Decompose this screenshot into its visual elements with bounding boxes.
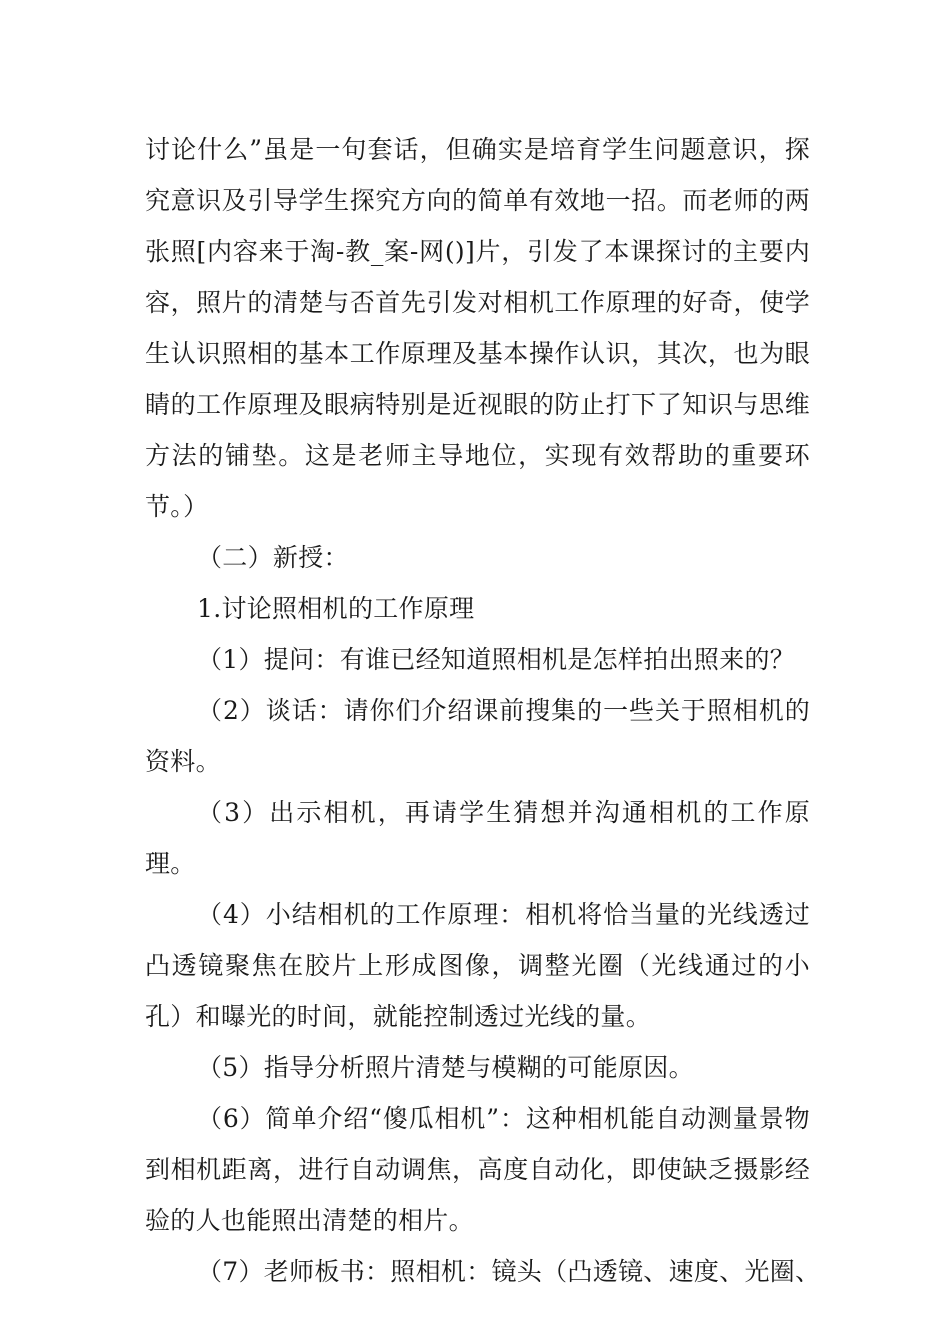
step-7-blackboard: （7）老师板书：照相机：镜头（凸透镜、速度、光圈、	[197, 1257, 821, 1286]
step-2-discussion: （2）谈话：请你们介绍课前搜集的一些关于照相机的资料。	[145, 696, 810, 776]
paragraph-intro-continuation: 讨论什么”虽是一句套话，但确实是培育学生问题意识，探究意识及引导学生探究方向的简单有效地一招。而老师的两张照[内容来于淘-教_案-网()]片，引发了本课探讨的主要内容，照片的清楚与否首先引发对相机工作原理的好奇，使学生认识照相的基本工作原理及基本操作认识，其次，也为眼睛的工作原理及眼病特别是近视眼的防止打下了知识与思维方法的铺垫。这是老师主导地位，实现有效帮助的重要环节。）	[145, 135, 810, 521]
step-3-show-camera: （3）出示相机，再请学生猜想并沟通相机的工作原理。	[145, 798, 810, 878]
step-1-question: （1）提问：有谁已经知道照相机是怎样拍出照来的？	[197, 645, 796, 674]
section-heading-new-lesson: （二）新授：	[197, 543, 349, 572]
step-4-summary: （4）小结相机的工作原理：相机将恰当量的光线透过凸透镜聚焦在胶片上形成图像，调整光圈（光线通过的小孔）和曝光的时间，就能控制透过光线的量。	[145, 900, 810, 1031]
document-body	[145, 124, 821, 1297]
subsection-camera-principle: 1.讨论照相机的工作原理	[197, 594, 475, 623]
step-6-point-and-shoot: （6）简单介绍“傻瓜相机”：这种相机能自动测量景物到相机距离，进行自动调焦，高度自动化，即使缺乏摄影经验的人也能照出清楚的相片。	[145, 1104, 810, 1235]
step-5-analysis: （5）指导分析照片清楚与模糊的可能原因。	[197, 1053, 694, 1082]
